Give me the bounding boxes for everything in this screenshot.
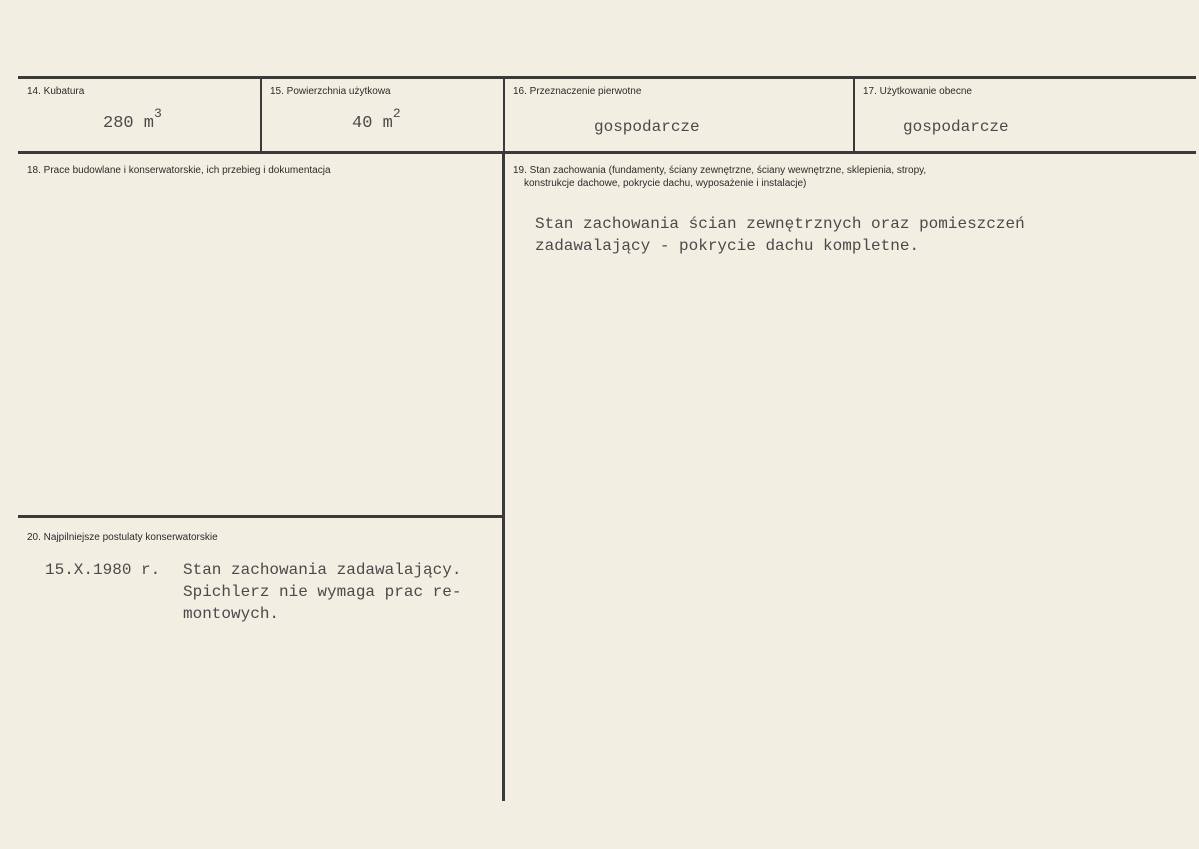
label-kubatura: 14. Kubatura [27, 86, 85, 97]
postulaty-text-line2: Spichlerz nie wymaga prac re- [183, 583, 462, 601]
divider-15-16 [503, 76, 505, 152]
row-divider [18, 151, 1196, 154]
divider-14-15 [260, 76, 262, 152]
value-kubatura-number: 280 m [103, 114, 155, 133]
section-20-rule [18, 515, 503, 518]
label-prace-budowlane: 18. Prace budowlane i konserwatorskie, ich przebieg i dokumentacja [27, 165, 331, 176]
top-rule [18, 76, 1196, 79]
label-przeznaczenie-pierwotne: 16. Przeznaczenie pierwotne [513, 86, 642, 97]
value-powierzchnia-exponent: 2 [392, 106, 401, 121]
value-przeznaczenie-pierwotne: gospodarcze [594, 118, 700, 136]
value-powierzchnia-uzytkowa [352, 106, 401, 133]
postulaty-date: 15.X.1980 r. [45, 561, 161, 579]
label-powierzchnia-uzytkowa: 15. Powierzchnia użytkowa [270, 86, 391, 97]
label-stan-zachowania-line2: konstrukcje dachowe, pokrycie dachu, wyposażenie i instalacje) [524, 178, 807, 189]
stan-zachowania-text-line1: Stan zachowania ścian zewnętrznych oraz pomieszczeń [535, 215, 1025, 233]
value-kubatura-exponent: 3 [154, 106, 162, 121]
value-powierzchnia-number: 40 m [352, 114, 393, 133]
value-uzytkowanie-obecne: gospodarcze [903, 118, 1009, 136]
stan-zachowania-text-line2: zadawalający - pokrycie dachu kompletne. [535, 237, 920, 255]
main-column-divider [502, 151, 505, 801]
label-uzytkowanie-obecne: 17. Użytkowanie obecne [863, 86, 972, 97]
value-kubatura [103, 106, 162, 133]
postulaty-text-line3: montowych. [183, 605, 280, 623]
postulaty-text-line1: Stan zachowania zadawalający. [183, 561, 462, 579]
label-postulaty-konserwatorskie: 20. Najpilniejsze postulaty konserwatorskie [27, 532, 218, 543]
divider-16-17 [853, 76, 855, 152]
label-stan-zachowania-line1: 19. Stan zachowania (fundamenty, ściany zewnętrzne, ściany wewnętrzne, sklepienia, stropy, [513, 165, 927, 176]
